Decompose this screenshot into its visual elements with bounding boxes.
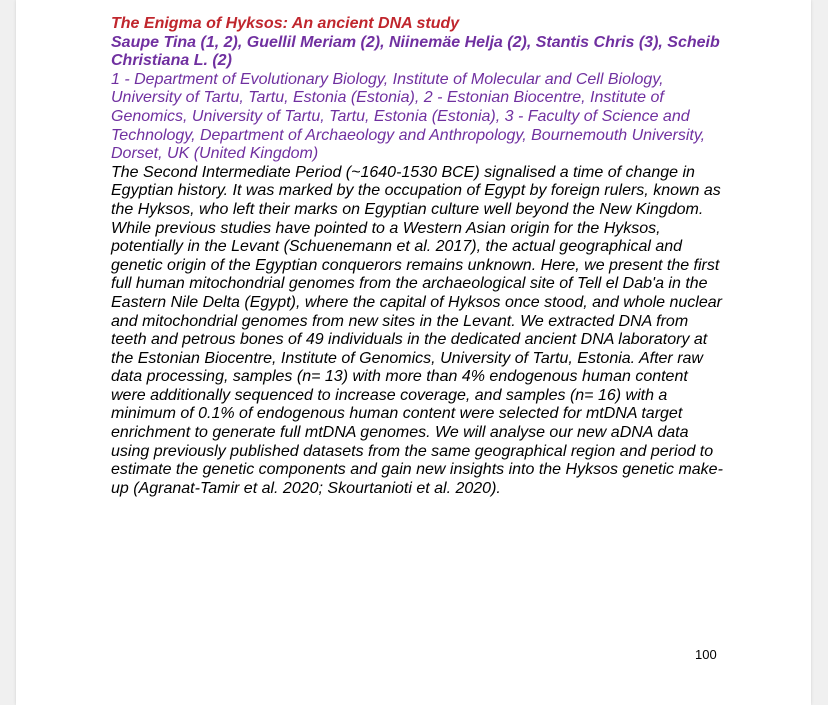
document-page [16,0,811,705]
author-list: Saupe Tina (1, 2), Guellil Meriam (2), Niinemäe Helja (2), Stantis Chris (3), Scheib Christiana L. (2) [111,33,720,70]
affiliation-list: 1 - Department of Evolutionary Biology, Institute of Molecular and Cell Biology, University of Tartu, Tartu, Estonia (Estonia), 2 - Estonian Biocentre, Institute of Genomics, University of Tartu, Tartu, Estonia (Estonia), 3 - Faculty of Science and Technology, Department of Archaeology and Anthropology, Bournemouth University, Dorset, UK (United Kingdom) [111,70,706,163]
page-number: 100 [695,647,717,662]
paper-title: The Enigma of Hyksos: An ancient DNA study [111,15,460,32]
abstract-text: The Second Intermediate Period (~1640-1530 BCE) signalised a time of change in Egyptian history. It was marked by the occupation of Egypt by foreign rulers, known as the Hyksos, who left their marks on Egyptian culture well beyond the New Kingdom. While previous studies have pointed to a Western Asian origin for the Hyksos, potentially in the Levant (Schuenemann et al. 2017), the actual geographical and genetic origin of the Egyptian conquerors remains unknown. Here, we present the first full human mitochondrial genomes from the archaeological site of Tell el Dab'a in the Eastern Nile Delta (Egypt), where the capital of Hyksos once stood, and whole nuclear and mitochondrial genomes from new sites in the Levant. We extracted DNA from teeth and petrous bones of 49 individuals in the dedicated ancient DNA laboratory at the Estonian Biocentre, Institute of Genomics, University of Tartu, Estonia. After raw data processing, samples (n= 13) with more than 4% endogenous human content were additionally sequenced to increase coverage, and samples (n= 16) with a minimum of 0.1% of endogenous human content were selected for mtDNA target enrichment to generate full mtDNA genomes. We will analyse our new aDNA data using previously published datasets from the same geographical region and period to estimate the genetic components and gain new insights into the Hyksos genetic make-up (Agranat-Tamir et al. 2020; Skourtanioti et al. 2020). [111,163,723,497]
abstract-block [111,15,726,498]
